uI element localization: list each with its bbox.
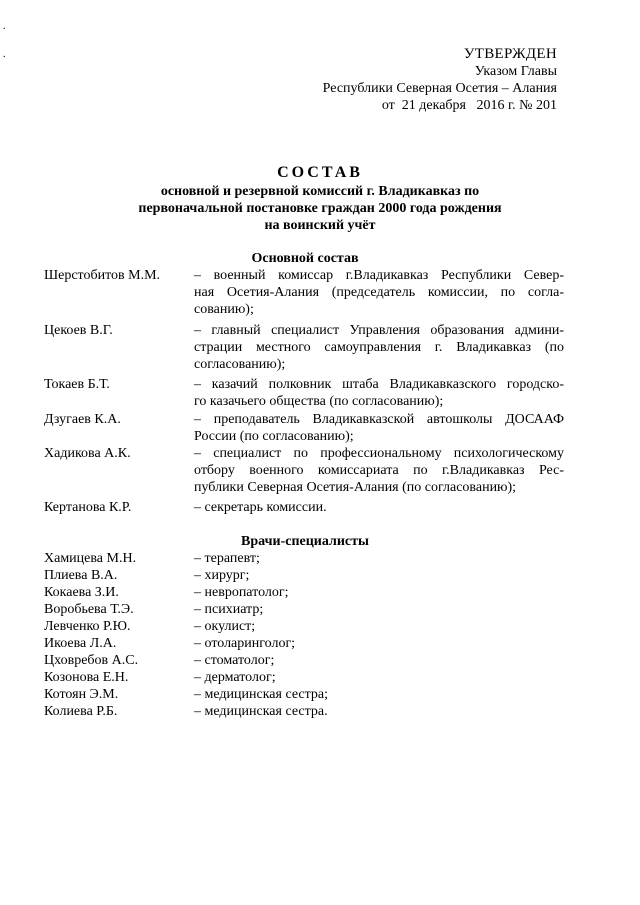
description-line: – преподаватель Владикавказской автошколы ДОСААФ — [194, 412, 564, 427]
document-title: СОСТАВ — [277, 164, 363, 181]
doctor-name: Хамицева М.Н. — [44, 551, 137, 566]
description-line: – казачий полковник штаба Владикавказского городско- — [194, 377, 564, 392]
description-line: сованию); — [194, 302, 254, 317]
doctor-role: – дерматолог; — [194, 670, 276, 685]
doctor-role: – невропатолог; — [194, 585, 289, 600]
doctor-role: – терапевт; — [194, 551, 260, 566]
approval-stamp — [323, 46, 557, 114]
description-line: согласованию); — [194, 357, 286, 372]
margin-mark: . — [3, 49, 6, 60]
member-name: Цекоев В.Г. — [44, 323, 113, 338]
member-name: Хадикова А.К. — [44, 446, 131, 461]
approval-line: Республики Северная Осетия – Алания — [322, 81, 557, 96]
doctor-role: – окулист; — [194, 619, 256, 634]
description-line: страции местного самоуправления г. Владикавказ (по — [194, 340, 564, 355]
description-line: ная Осетия-Алания (председатель комиссии, по согла- — [194, 285, 564, 300]
member-description — [194, 411, 564, 445]
member-name: Токаев Б.Т. — [44, 377, 110, 392]
section-title-main: Основной состав — [251, 251, 359, 266]
description-line: публики Северная Осетия-Алания (по согласованию); — [194, 480, 517, 495]
doctor-name: Кокаева З.И. — [44, 585, 119, 600]
doctor-role: – психиатр; — [194, 602, 264, 617]
member-name: Шерстобитов М.М. — [44, 268, 161, 283]
member-description — [194, 445, 564, 496]
approval-line: Указом Главы — [474, 64, 557, 79]
margin-mark: . — [3, 21, 6, 32]
member-name: Кертанова К.Р. — [44, 500, 132, 515]
doctor-role: – отоларинголог; — [194, 636, 296, 651]
doctor-name: Козонова Е.Н. — [44, 670, 129, 685]
document-subtitle-line: первоначальной постановке граждан 2000 года рождения — [138, 201, 502, 216]
description-line: – военный комиссар г.Владикавказ Республики Север- — [194, 268, 564, 283]
member-description — [194, 322, 564, 373]
description-line: – специалист по профессиональному психологическому — [194, 446, 564, 461]
description-line: отбору военного комиссариата по г.Владикавказ Рес- — [194, 463, 564, 478]
member-description — [194, 376, 564, 410]
description-line: – главный специалист Управления образования админи- — [194, 323, 564, 338]
description-line: го казачьего общества (по согласованию); — [194, 394, 444, 409]
doctor-name: Цховребов А.С. — [44, 653, 139, 668]
doctor-name: Колиева Р.Б. — [44, 704, 118, 719]
member-name: Дзугаев К.А. — [44, 412, 121, 427]
doctor-name: Воробьева Т.Э. — [44, 602, 134, 617]
description-line: – секретарь комиссии. — [194, 500, 327, 515]
member-description — [194, 499, 564, 516]
doctor-role: – медицинская сестра; — [194, 687, 328, 702]
member-description — [194, 267, 564, 318]
description-line: России (по согласованию); — [194, 429, 354, 444]
document-subtitle-line: основной и резервной комиссий г. Владикавказ по — [160, 184, 480, 199]
doctor-name: Левченко Р.Ю. — [44, 619, 131, 634]
doctor-role: – стоматолог; — [194, 653, 275, 668]
section-title-doctors: Врачи-специалисты — [241, 534, 369, 549]
doctor-name: Котоян Э.М. — [44, 687, 119, 702]
approval-title: УТВЕРЖДЕН — [463, 46, 557, 62]
doctor-role: – хирург; — [194, 568, 250, 583]
document-heading — [0, 163, 640, 234]
approval-date: от 21 декабря 2016 г. № 201 — [381, 98, 557, 113]
doctor-name: Плиева В.А. — [44, 568, 118, 583]
document-subtitle-line: на воинский учёт — [264, 218, 376, 233]
doctor-name: Икоева Л.А. — [44, 636, 117, 651]
doctor-role: – медицинская сестра. — [194, 704, 328, 719]
